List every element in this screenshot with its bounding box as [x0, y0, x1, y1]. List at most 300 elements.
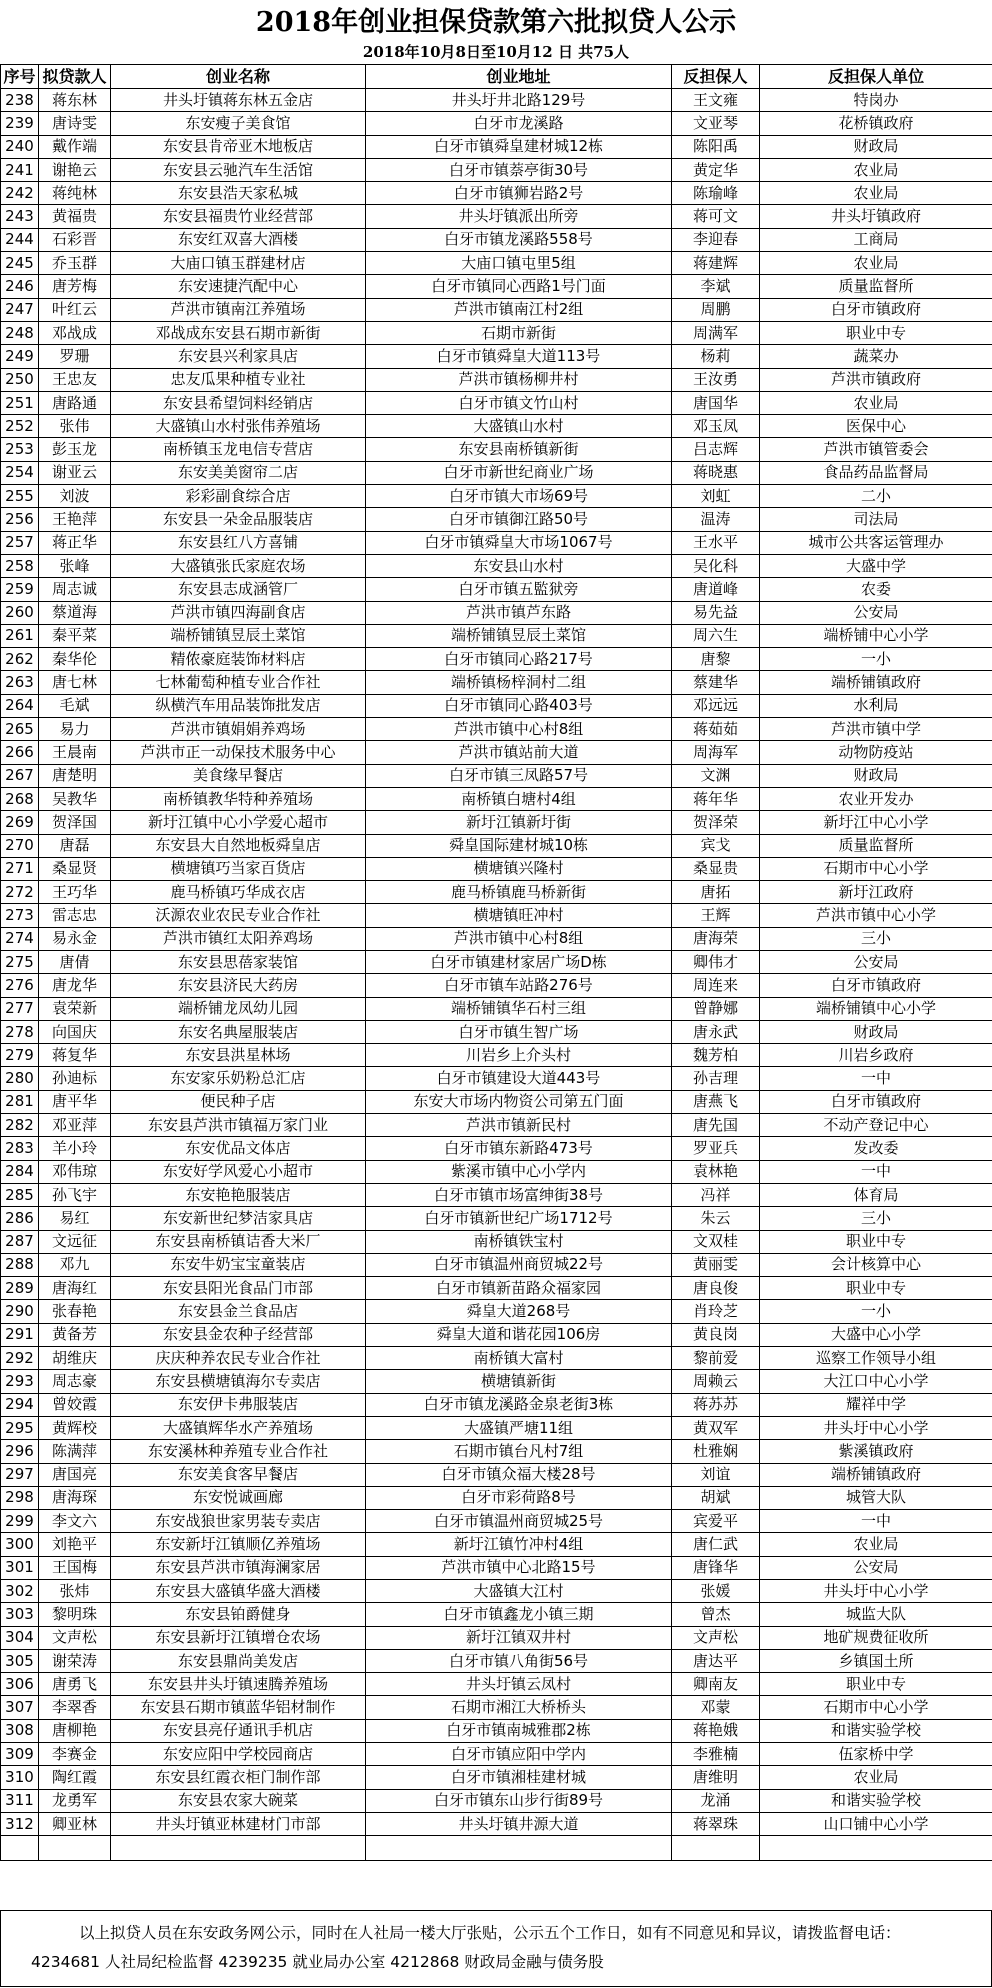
row-index: 246: [1, 275, 39, 298]
table-row: [1, 1370, 992, 1393]
guarantor-name: 温涛: [672, 508, 760, 531]
guarantor-name: 周海军: [672, 741, 760, 764]
business-name: 井头圩镇蒋东林五金店: [111, 89, 366, 112]
table-row: [1, 1673, 992, 1696]
business-address: 横塘镇旺冲村: [366, 904, 672, 927]
header-borrower: 拟贷款人: [39, 65, 111, 89]
row-index: 241: [1, 158, 39, 181]
guarantor-unit: 一中: [760, 1160, 992, 1183]
blank-cell: [760, 1836, 992, 1861]
row-index: 293: [1, 1370, 39, 1393]
borrower-name: 叶红云: [39, 298, 111, 321]
business-name: 东安县福贵竹业经营部: [111, 205, 366, 228]
business-name: 东安名典屋服装店: [111, 1020, 366, 1043]
guarantor-unit: 芦洪市镇中心小学: [760, 904, 992, 927]
header-guarantor: 反担保人: [672, 65, 760, 89]
business-address: 白牙市龙溪路: [366, 112, 672, 135]
table-row: [1, 1440, 992, 1463]
borrower-name: 羊小玲: [39, 1137, 111, 1160]
business-address: 白牙市镇东山步行街89号: [366, 1789, 672, 1812]
borrower-name: 陈满萍: [39, 1440, 111, 1463]
business-address: 白牙市镇众福大楼28号: [366, 1463, 672, 1486]
business-name: 东安县大盛镇华盛大酒楼: [111, 1580, 366, 1603]
guarantor-name: 肖玲芝: [672, 1300, 760, 1323]
guarantor-name: 曾杰: [672, 1603, 760, 1626]
borrower-name: 邓亚萍: [39, 1114, 111, 1137]
business-address: 白牙市镇大市场69号: [366, 485, 672, 508]
table-row: [1, 1719, 992, 1742]
guarantor-unit: 农业局: [760, 158, 992, 181]
business-name: 东安县芦洪市镇海澜家居: [111, 1556, 366, 1579]
row-index: 257: [1, 531, 39, 554]
guarantor-unit: 医保中心: [760, 415, 992, 438]
guarantor-name: 易先益: [672, 601, 760, 624]
guarantor-unit: 发改委: [760, 1137, 992, 1160]
business-address: 井头圩镇派出所旁: [366, 205, 672, 228]
guarantor-unit: 农业开发办: [760, 787, 992, 810]
guarantor-name: 宾戈: [672, 834, 760, 857]
row-index: 287: [1, 1230, 39, 1253]
guarantor-unit: 紫溪镇政府: [760, 1440, 992, 1463]
borrower-name: 张春艳: [39, 1300, 111, 1323]
table-row: [1, 1160, 992, 1183]
row-index: 252: [1, 415, 39, 438]
table-row: [1, 1556, 992, 1579]
header-guarantor-unit: 反担保人单位: [760, 65, 992, 89]
borrower-name: 秦华伦: [39, 648, 111, 671]
table-row: [1, 321, 992, 344]
table-row: [1, 275, 992, 298]
table-row: [1, 135, 992, 158]
borrower-name: 张峰: [39, 554, 111, 577]
business-name: 芦洪市镇四海副食店: [111, 601, 366, 624]
guarantor-name: 魏芳柏: [672, 1044, 760, 1067]
table-row: [1, 648, 992, 671]
borrower-name: 王巧华: [39, 881, 111, 904]
guarantor-unit: 职业中专: [760, 1673, 992, 1696]
business-name: 便民种子店: [111, 1090, 366, 1113]
business-address: 芦洪市镇站前大道: [366, 741, 672, 764]
business-name: 东安伊卡弗服装店: [111, 1393, 366, 1416]
business-name: 东安速捷汽配中心: [111, 275, 366, 298]
business-name: 芦洪市正一动保技术服务中心: [111, 741, 366, 764]
borrower-name: 彭玉龙: [39, 438, 111, 461]
business-address: 井头圩井北路129号: [366, 89, 672, 112]
table-row: [1, 1649, 992, 1672]
business-name: 纵横汽车用品装饰批发店: [111, 694, 366, 717]
borrower-name: 胡维庆: [39, 1347, 111, 1370]
borrower-name: 唐国亮: [39, 1463, 111, 1486]
business-address: 川岩乡上介头村: [366, 1044, 672, 1067]
business-address: 横塘镇兴隆村: [366, 857, 672, 880]
table-row: [1, 438, 992, 461]
guarantor-name: 卿南友: [672, 1673, 760, 1696]
guarantor-unit: 公安局: [760, 1556, 992, 1579]
guarantor-name: 周连来: [672, 974, 760, 997]
borrower-name: 易红: [39, 1207, 111, 1230]
table-row: [1, 1300, 992, 1323]
borrower-name: 唐柳艳: [39, 1719, 111, 1742]
business-name: 东安县大自然地板舜皇店: [111, 834, 366, 857]
table-row: [1, 1020, 992, 1043]
table-row: [1, 578, 992, 601]
business-address: 石期市湘江大桥桥头: [366, 1696, 672, 1719]
table-row: [1, 391, 992, 414]
guarantor-unit: 职业中专: [760, 321, 992, 344]
guarantor-unit: 乡镇国土所: [760, 1649, 992, 1672]
borrower-name: 秦平菜: [39, 624, 111, 647]
table-row: [1, 1789, 992, 1812]
business-address: 白牙市新世纪商业广场: [366, 461, 672, 484]
business-address: 端桥铺镇华石村三组: [366, 997, 672, 1020]
table-row: [1, 368, 992, 391]
guarantor-unit: 农业局: [760, 391, 992, 414]
guarantor-name: 唐燕飞: [672, 1090, 760, 1113]
row-index: 276: [1, 974, 39, 997]
guarantor-name: 贺泽荣: [672, 811, 760, 834]
row-index: 304: [1, 1626, 39, 1649]
business-name: 大庙口镇玉群建材店: [111, 252, 366, 275]
business-name: 大盛镇山水村张伟养殖场: [111, 415, 366, 438]
table-row: [1, 415, 992, 438]
guarantor-name: 文亚琴: [672, 112, 760, 135]
guarantor-unit: 农业局: [760, 182, 992, 205]
guarantor-unit: 公安局: [760, 950, 992, 973]
borrower-name: 孙飞宇: [39, 1183, 111, 1206]
row-index: 306: [1, 1673, 39, 1696]
guarantor-name: 吕志辉: [672, 438, 760, 461]
guarantor-unit: 新圩江政府: [760, 881, 992, 904]
guarantor-unit: 司法局: [760, 508, 992, 531]
row-index: 268: [1, 787, 39, 810]
row-index: 242: [1, 182, 39, 205]
guarantor-name: 唐道峰: [672, 578, 760, 601]
borrower-name: 唐勇飞: [39, 1673, 111, 1696]
business-address: 白牙市镇萘亭街30号: [366, 158, 672, 181]
guarantor-unit: 食品药品监督局: [760, 461, 992, 484]
table-row: [1, 1696, 992, 1719]
business-address: 石期市新街: [366, 321, 672, 344]
borrower-name: 刘艳平: [39, 1533, 111, 1556]
business-address: 舜皇国际建材城10栋: [366, 834, 672, 857]
guarantor-name: 周满军: [672, 321, 760, 344]
borrower-name: 石彩晋: [39, 228, 111, 251]
business-name: 东安县红霞衣柜门制作部: [111, 1766, 366, 1789]
row-index: 272: [1, 881, 39, 904]
business-name: 端桥铺龙凤幼儿园: [111, 997, 366, 1020]
business-address: 鹿马桥镇鹿马桥新街: [366, 881, 672, 904]
table-row: [1, 1067, 992, 1090]
table-row: [1, 1603, 992, 1626]
business-address: 白牙市镇鑫龙小镇三期: [366, 1603, 672, 1626]
business-name: 东安好学风爱心小超市: [111, 1160, 366, 1183]
business-address: 白牙市镇生智广场: [366, 1020, 672, 1043]
borrower-name: 蔡道海: [39, 601, 111, 624]
business-name: 东安县思蓓家装馆: [111, 950, 366, 973]
guarantor-name: 冯祥: [672, 1183, 760, 1206]
header-business-address: 创业地址: [366, 65, 672, 89]
guarantor-unit: 大盛中学: [760, 554, 992, 577]
table-row: [1, 1533, 992, 1556]
business-address: 白牙市镇车站路276号: [366, 974, 672, 997]
borrower-name: 蒋正华: [39, 531, 111, 554]
table-row: [1, 904, 992, 927]
borrower-name: 乔玉群: [39, 252, 111, 275]
borrower-name: 谢艳云: [39, 158, 111, 181]
row-index: 271: [1, 857, 39, 880]
business-name: 井头圩镇亚林建材门市部: [111, 1812, 366, 1835]
table-row: [1, 461, 992, 484]
business-name: 新圩江镇中心小学爱心超市: [111, 811, 366, 834]
table-row: [1, 508, 992, 531]
row-index: 239: [1, 112, 39, 135]
row-index: 265: [1, 718, 39, 741]
row-index: 311: [1, 1789, 39, 1812]
business-name: 东安美食客早餐店: [111, 1463, 366, 1486]
business-address: 南桥镇铁宝村: [366, 1230, 672, 1253]
row-index: 263: [1, 671, 39, 694]
guarantor-unit: 芦洪市镇政府: [760, 368, 992, 391]
borrower-name: 唐磊: [39, 834, 111, 857]
guarantor-name: 陈阳禹: [672, 135, 760, 158]
borrower-name: 李赛金: [39, 1743, 111, 1766]
business-address: 横塘镇新街: [366, 1370, 672, 1393]
business-address: 端桥镇杨梓洞村二组: [366, 671, 672, 694]
table-row: [1, 950, 992, 973]
guarantor-unit: 农业局: [760, 1533, 992, 1556]
business-name: 芦洪市镇红太阳养鸡场: [111, 927, 366, 950]
guarantor-unit: 城管大队: [760, 1486, 992, 1509]
guarantor-unit: 工商局: [760, 228, 992, 251]
row-index: 266: [1, 741, 39, 764]
borrower-name: 王晨南: [39, 741, 111, 764]
guarantor-unit: 大江口中心小学: [760, 1370, 992, 1393]
guarantor-unit: 端桥铺镇中心小学: [760, 997, 992, 1020]
row-index: 262: [1, 648, 39, 671]
table-row: [1, 485, 992, 508]
business-name: 东安县希望饲料经销店: [111, 391, 366, 414]
guarantor-unit: 农业局: [760, 252, 992, 275]
row-index: 278: [1, 1020, 39, 1043]
guarantor-unit: 三小: [760, 1207, 992, 1230]
guarantor-name: 蒋建辉: [672, 252, 760, 275]
guarantor-name: 龙涌: [672, 1789, 760, 1812]
business-address: 白牙市镇温州商贸城22号: [366, 1253, 672, 1276]
business-address: 白牙市镇舜皇大市场1067号: [366, 531, 672, 554]
borrower-name: 张伟: [39, 415, 111, 438]
table-row: [1, 1114, 992, 1137]
row-index: 297: [1, 1463, 39, 1486]
guarantor-name: 黄良岗: [672, 1323, 760, 1346]
business-name: 邓战成东安县石期市新街: [111, 321, 366, 344]
business-name: 东安美美窗帘二店: [111, 461, 366, 484]
notice-footer: 以上拟贷人员在东安政务网公示，同时在人社局一楼大厅张贴，公示五个工作日，如有不同意见和异议，请拨监督电话：4234681 人社局纪检监督 4239235 就业局办公室 4212868 财政局金融与债务股: [0, 1910, 992, 1987]
guarantor-unit: 财政局: [760, 1020, 992, 1043]
row-index: 248: [1, 321, 39, 344]
guarantor-unit: 会计核算中心: [760, 1253, 992, 1276]
business-address: 新圩江镇竹冲村4组: [366, 1533, 672, 1556]
guarantor-unit: 白牙市镇政府: [760, 1090, 992, 1113]
business-address: 白牙市镇南城雅郡2栋: [366, 1719, 672, 1742]
business-address: 白牙市镇五監狱旁: [366, 578, 672, 601]
guarantor-unit: 井头圩中心小学: [760, 1580, 992, 1603]
row-index: 303: [1, 1603, 39, 1626]
guarantor-name: 黄丽雯: [672, 1253, 760, 1276]
guarantor-name: 王汝勇: [672, 368, 760, 391]
business-name: 东安县云驰汽车生活馆: [111, 158, 366, 181]
table-row: [1, 1207, 992, 1230]
table-row: [1, 1743, 992, 1766]
guarantor-unit: 财政局: [760, 764, 992, 787]
guarantor-unit: 井头圩镇政府: [760, 205, 992, 228]
guarantor-name: 曾静娜: [672, 997, 760, 1020]
business-address: 东安县山水村: [366, 554, 672, 577]
table-row: [1, 1580, 992, 1603]
row-index: 275: [1, 950, 39, 973]
business-address: 井头圩镇云凤村: [366, 1673, 672, 1696]
business-name: 东安县阳光食品门市部: [111, 1277, 366, 1300]
guarantor-unit: 芦洪市镇管委会: [760, 438, 992, 461]
business-name: 南桥镇玉龙电信专营店: [111, 438, 366, 461]
borrower-name: 陶红霞: [39, 1766, 111, 1789]
borrower-name: 李文六: [39, 1510, 111, 1533]
borrower-name: 黄福贵: [39, 205, 111, 228]
row-index: 298: [1, 1486, 39, 1509]
business-address: 井头圩镇井源大道: [366, 1812, 672, 1835]
borrower-name: 谢荣涛: [39, 1649, 111, 1672]
borrower-name: 李翠香: [39, 1696, 111, 1719]
guarantor-name: 杨莉: [672, 345, 760, 368]
borrower-name: 蒋东林: [39, 89, 111, 112]
borrower-name: 张炜: [39, 1580, 111, 1603]
guarantor-name: 陈瑜峰: [672, 182, 760, 205]
row-index: 309: [1, 1743, 39, 1766]
business-name: 沃源农业农民专业合作社: [111, 904, 366, 927]
guarantor-unit: 农委: [760, 578, 992, 601]
row-index: 270: [1, 834, 39, 857]
table-row: [1, 1137, 992, 1160]
borrower-name: 孙迪标: [39, 1067, 111, 1090]
guarantor-name: 杜雅娴: [672, 1440, 760, 1463]
business-address: 新圩江镇双井村: [366, 1626, 672, 1649]
business-name: 鹿马桥镇巧华成衣店: [111, 881, 366, 904]
business-address: 白牙市镇市场富绅街38号: [366, 1183, 672, 1206]
row-index: 273: [1, 904, 39, 927]
borrower-name: 唐海红: [39, 1277, 111, 1300]
business-address: 白牙市镇湘桂建材城: [366, 1766, 672, 1789]
business-address: 大盛镇严塘11组: [366, 1416, 672, 1439]
table-row: [1, 531, 992, 554]
guarantor-unit: 大盛中心小学: [760, 1323, 992, 1346]
table-row: [1, 1347, 992, 1370]
table-row: [1, 881, 992, 904]
business-name: 东安县南桥镇诘香大米厂: [111, 1230, 366, 1253]
row-index: 294: [1, 1393, 39, 1416]
borrower-name: 唐七林: [39, 671, 111, 694]
business-name: 美食缘早餐店: [111, 764, 366, 787]
business-name: 东安县横塘镇海尔专卖店: [111, 1370, 366, 1393]
business-name: 东安县一朵金品服装店: [111, 508, 366, 531]
page-title: 2018年创业担保贷款第六批拟贷人公示: [255, 7, 737, 38]
guarantor-name: 刘虹: [672, 485, 760, 508]
row-index: 300: [1, 1533, 39, 1556]
business-name: 东安县芦洪市镇福万家门业: [111, 1114, 366, 1137]
borrower-name: 唐海琛: [39, 1486, 111, 1509]
business-name: 东安县铂爵健身: [111, 1603, 366, 1626]
guarantor-unit: 特岗办: [760, 89, 992, 112]
business-address: 大盛镇山水村: [366, 415, 672, 438]
guarantor-unit: 城市公共客运管理办: [760, 531, 992, 554]
row-index: 280: [1, 1067, 39, 1090]
guarantor-name: 黄定华: [672, 158, 760, 181]
business-name: 东安县兴利家具店: [111, 345, 366, 368]
table-row: [1, 974, 992, 997]
table-row: [1, 741, 992, 764]
table-row: [1, 298, 992, 321]
guarantor-name: 王辉: [672, 904, 760, 927]
table-row: [1, 997, 992, 1020]
business-name: 东安牛奶宝宝童装店: [111, 1253, 366, 1276]
borrower-name: 黄备芳: [39, 1323, 111, 1346]
borrower-name: 文声松: [39, 1626, 111, 1649]
guarantor-name: 唐海荣: [672, 927, 760, 950]
business-name: 东安新圩江镇顺亿养殖场: [111, 1533, 366, 1556]
guarantor-unit: 伍家桥中学: [760, 1743, 992, 1766]
business-address: 白牙市镇新苗路众福家园: [366, 1277, 672, 1300]
business-address: 白牙市镇御江路50号: [366, 508, 672, 531]
business-address: 白牙市镇建材家居广场D栋: [366, 950, 672, 973]
business-address: 东安大市场内物资公司第五门面: [366, 1090, 672, 1113]
business-address: 芦洪市镇中心北路15号: [366, 1556, 672, 1579]
table-row: [1, 787, 992, 810]
guarantor-unit: 川岩乡政府: [760, 1044, 992, 1067]
guarantor-unit: 地矿规费征收所: [760, 1626, 992, 1649]
business-address: 芦洪市镇杨柳井村: [366, 368, 672, 391]
guarantor-name: 唐拓: [672, 881, 760, 904]
borrower-name: 雷志忠: [39, 904, 111, 927]
row-index: 255: [1, 485, 39, 508]
row-index: 240: [1, 135, 39, 158]
borrower-name: 邓伟琼: [39, 1160, 111, 1183]
table-row: [1, 1230, 992, 1253]
business-address: 芦洪市镇中心村8组: [366, 927, 672, 950]
guarantor-name: 李斌: [672, 275, 760, 298]
borrower-name: 毛斌: [39, 694, 111, 717]
table-row: [1, 811, 992, 834]
business-name: 东安新世纪梦洁家具店: [111, 1207, 366, 1230]
page-subtitle: 2018年10月8日至10月12 日 共75人: [362, 43, 630, 61]
guarantor-unit: 职业中专: [760, 1277, 992, 1300]
business-name: 精侬豪庭装饰材料店: [111, 648, 366, 671]
business-address: 南桥镇大富村: [366, 1347, 672, 1370]
blank-cell: [39, 1836, 111, 1861]
guarantor-name: 周鹏: [672, 298, 760, 321]
borrower-name: 袁荣新: [39, 997, 111, 1020]
business-address: 白牙市镇应阳中学内: [366, 1743, 672, 1766]
borrower-name: 蒋纯林: [39, 182, 111, 205]
business-address: 白牙市镇温州商贸城25号: [366, 1510, 672, 1533]
business-name: 东安家乐奶粉总汇店: [111, 1067, 366, 1090]
table-row: [1, 694, 992, 717]
guarantor-name: 蒋翠珠: [672, 1812, 760, 1835]
business-address: 舜皇大道268号: [366, 1300, 672, 1323]
table-row: [1, 1812, 992, 1835]
table-row: [1, 1626, 992, 1649]
guarantor-unit: 巡察工作领导小组: [760, 1347, 992, 1370]
borrower-name: 周志诚: [39, 578, 111, 601]
table-row: [1, 834, 992, 857]
business-name: 彩彩副食综合店: [111, 485, 366, 508]
